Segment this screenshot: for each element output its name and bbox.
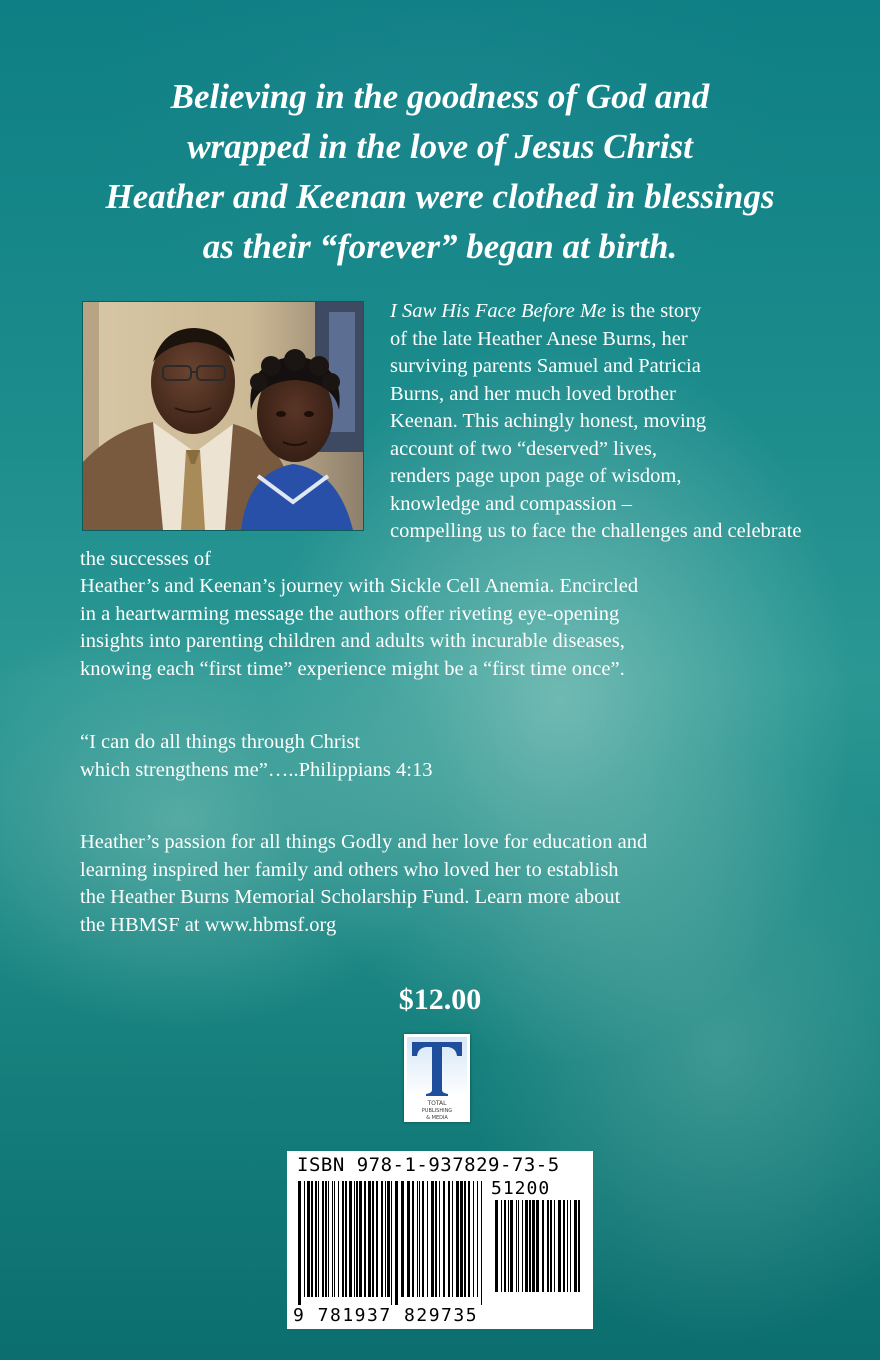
barcode-bar xyxy=(439,1181,440,1297)
barcode-bar xyxy=(391,1181,392,1305)
description-line-rest: is the story xyxy=(606,300,702,322)
barcode-bar xyxy=(381,1181,383,1297)
book-description xyxy=(80,298,808,683)
barcode-bar xyxy=(536,1200,539,1292)
price-code-label: 51200 xyxy=(491,1178,551,1199)
barcode-bar xyxy=(325,1181,327,1297)
barcode-bar xyxy=(532,1200,535,1292)
barcode-bar xyxy=(407,1181,410,1297)
photo-spacer xyxy=(80,298,390,543)
scholarship-paragraph xyxy=(80,829,820,939)
description-line: knowing each “first time” experience might be a “first time once”. xyxy=(80,657,625,680)
barcode-bar xyxy=(318,1181,319,1297)
description-line: in a heartwarming message the authors offer riveting eye-opening xyxy=(80,602,620,625)
barcode-bar xyxy=(328,1181,329,1297)
barcode-bar xyxy=(558,1200,561,1292)
ean-barcode-bars xyxy=(298,1181,488,1305)
tagline-line: Believing in the goodness of God and xyxy=(170,77,710,116)
barcode-bar xyxy=(334,1181,335,1297)
barcode-bar xyxy=(419,1181,420,1297)
price: $12.00 xyxy=(398,983,482,1016)
barcode-bar xyxy=(550,1200,552,1292)
barcode-bar xyxy=(452,1181,453,1297)
isbn-label: ISBN 978-1-937829-73-5 xyxy=(297,1154,560,1176)
scholarship-line: the HBMSF at www.hbmsf.org xyxy=(80,913,337,936)
barcode-bar xyxy=(298,1181,301,1305)
barcode-bar xyxy=(311,1181,313,1297)
description-line: surviving parents Samuel and Patricia xyxy=(390,355,701,377)
tagline-line: wrapped in the love of Jesus Christ xyxy=(187,127,693,166)
barcode-bar xyxy=(578,1200,580,1292)
description-line: insights into parenting children and adults with incurable diseases, xyxy=(80,630,625,652)
scripture-quote xyxy=(80,729,780,784)
scholarship-line: Heather’s passion for all things Godly and her love for education and xyxy=(80,831,648,853)
barcode-bar xyxy=(356,1181,358,1297)
barcode-bar xyxy=(387,1181,390,1297)
barcode-bar xyxy=(567,1200,568,1292)
description-line: account of two “deserved” lives, xyxy=(390,437,657,460)
barcode-bar xyxy=(460,1181,463,1297)
barcode-bar xyxy=(522,1200,523,1292)
description-line: Burns, and her much loved brother xyxy=(390,382,676,405)
barcode-bar xyxy=(315,1181,317,1297)
barcode-bar xyxy=(412,1181,414,1297)
barcode-bar xyxy=(456,1181,459,1297)
publisher-logo xyxy=(404,1034,470,1122)
tagline-line: as their “forever” began at birth. xyxy=(202,227,678,266)
barcode-bar xyxy=(464,1181,466,1297)
barcode-bar xyxy=(304,1181,305,1297)
barcode-bar xyxy=(468,1181,470,1297)
barcode-bar xyxy=(529,1200,531,1292)
barcode-bar xyxy=(395,1181,398,1305)
barcode-bar xyxy=(473,1181,474,1297)
description-line: Heather’s and Keenan’s journey with Sickle Cell Anemia. Encircled xyxy=(80,575,639,597)
barcode-bar xyxy=(376,1181,378,1297)
description-line: knowledge and compassion – xyxy=(390,492,632,515)
barcode-bar xyxy=(510,1200,513,1292)
barcode-bar xyxy=(372,1181,374,1297)
barcode-bar xyxy=(307,1181,310,1297)
quote-line: which strengthens me”…..Philippians 4:13 xyxy=(80,758,433,781)
logo-text-3: & MEDIA xyxy=(426,1115,448,1121)
barcode-bar xyxy=(504,1200,506,1292)
barcode-bar xyxy=(525,1200,528,1292)
barcode-bar xyxy=(427,1181,428,1297)
barcode-bar xyxy=(431,1181,434,1297)
description-line: renders page upon page of wisdom, xyxy=(390,465,682,487)
barcode-bar xyxy=(417,1181,418,1297)
publisher-logo-icon xyxy=(404,1034,470,1122)
addon-barcode-bars xyxy=(495,1200,585,1300)
barcode-bar xyxy=(542,1200,544,1292)
barcode-bar xyxy=(518,1200,519,1292)
quote-line: “I can do all things through Christ xyxy=(80,731,361,753)
barcode-bar xyxy=(368,1181,371,1297)
barcode-bar xyxy=(435,1181,437,1297)
barcode-bar xyxy=(332,1181,333,1297)
barcode-bar xyxy=(501,1200,502,1292)
barcode-bar xyxy=(547,1200,549,1292)
isbn-barcode xyxy=(287,1151,593,1329)
barcode-bar xyxy=(574,1200,577,1292)
barcode-bar xyxy=(322,1181,324,1297)
scholarship-line: learning inspired her family and others who loved her to establish xyxy=(80,858,619,881)
barcode-bar xyxy=(401,1181,404,1297)
barcode-bar xyxy=(448,1181,450,1297)
description-line: of the late Heather Anese Burns, her xyxy=(390,327,688,350)
barcode-bar xyxy=(385,1181,386,1297)
barcode-bar xyxy=(359,1181,362,1297)
description-line: compelling us to face the challenges and celebrate the successes of xyxy=(80,520,802,570)
tagline xyxy=(60,72,820,272)
logo-text-2: PUBLISHING xyxy=(421,1108,453,1114)
book-title: I Saw His Face Before Me xyxy=(390,300,607,322)
description-line: Keenan. This achingly honest, moving xyxy=(390,410,707,432)
barcode-bar xyxy=(516,1200,517,1292)
barcode-bar xyxy=(554,1200,555,1292)
barcode-bar xyxy=(495,1200,498,1292)
barcode-bar xyxy=(422,1181,424,1297)
barcode-bar xyxy=(364,1181,366,1297)
barcode-bar xyxy=(345,1181,347,1297)
barcode-bar xyxy=(342,1181,344,1297)
barcode-bar xyxy=(570,1200,571,1292)
scholarship-line: the Heather Burns Memorial Scholarship Fund. Learn more about xyxy=(80,886,621,908)
ean-digits-label: 9 781937 829735 xyxy=(293,1305,479,1326)
logo-text-1: TOTAL xyxy=(427,1100,447,1107)
barcode-bar xyxy=(563,1200,565,1292)
barcode-bar xyxy=(349,1181,352,1297)
barcode-bar xyxy=(477,1181,478,1297)
barcode-bar xyxy=(338,1181,339,1297)
tagline-line: Heather and Keenan were clothed in blessings xyxy=(105,177,775,216)
barcode-bar xyxy=(508,1200,509,1292)
barcode-bar xyxy=(354,1181,355,1297)
barcode-bar xyxy=(443,1181,445,1297)
barcode-bar xyxy=(481,1181,482,1305)
